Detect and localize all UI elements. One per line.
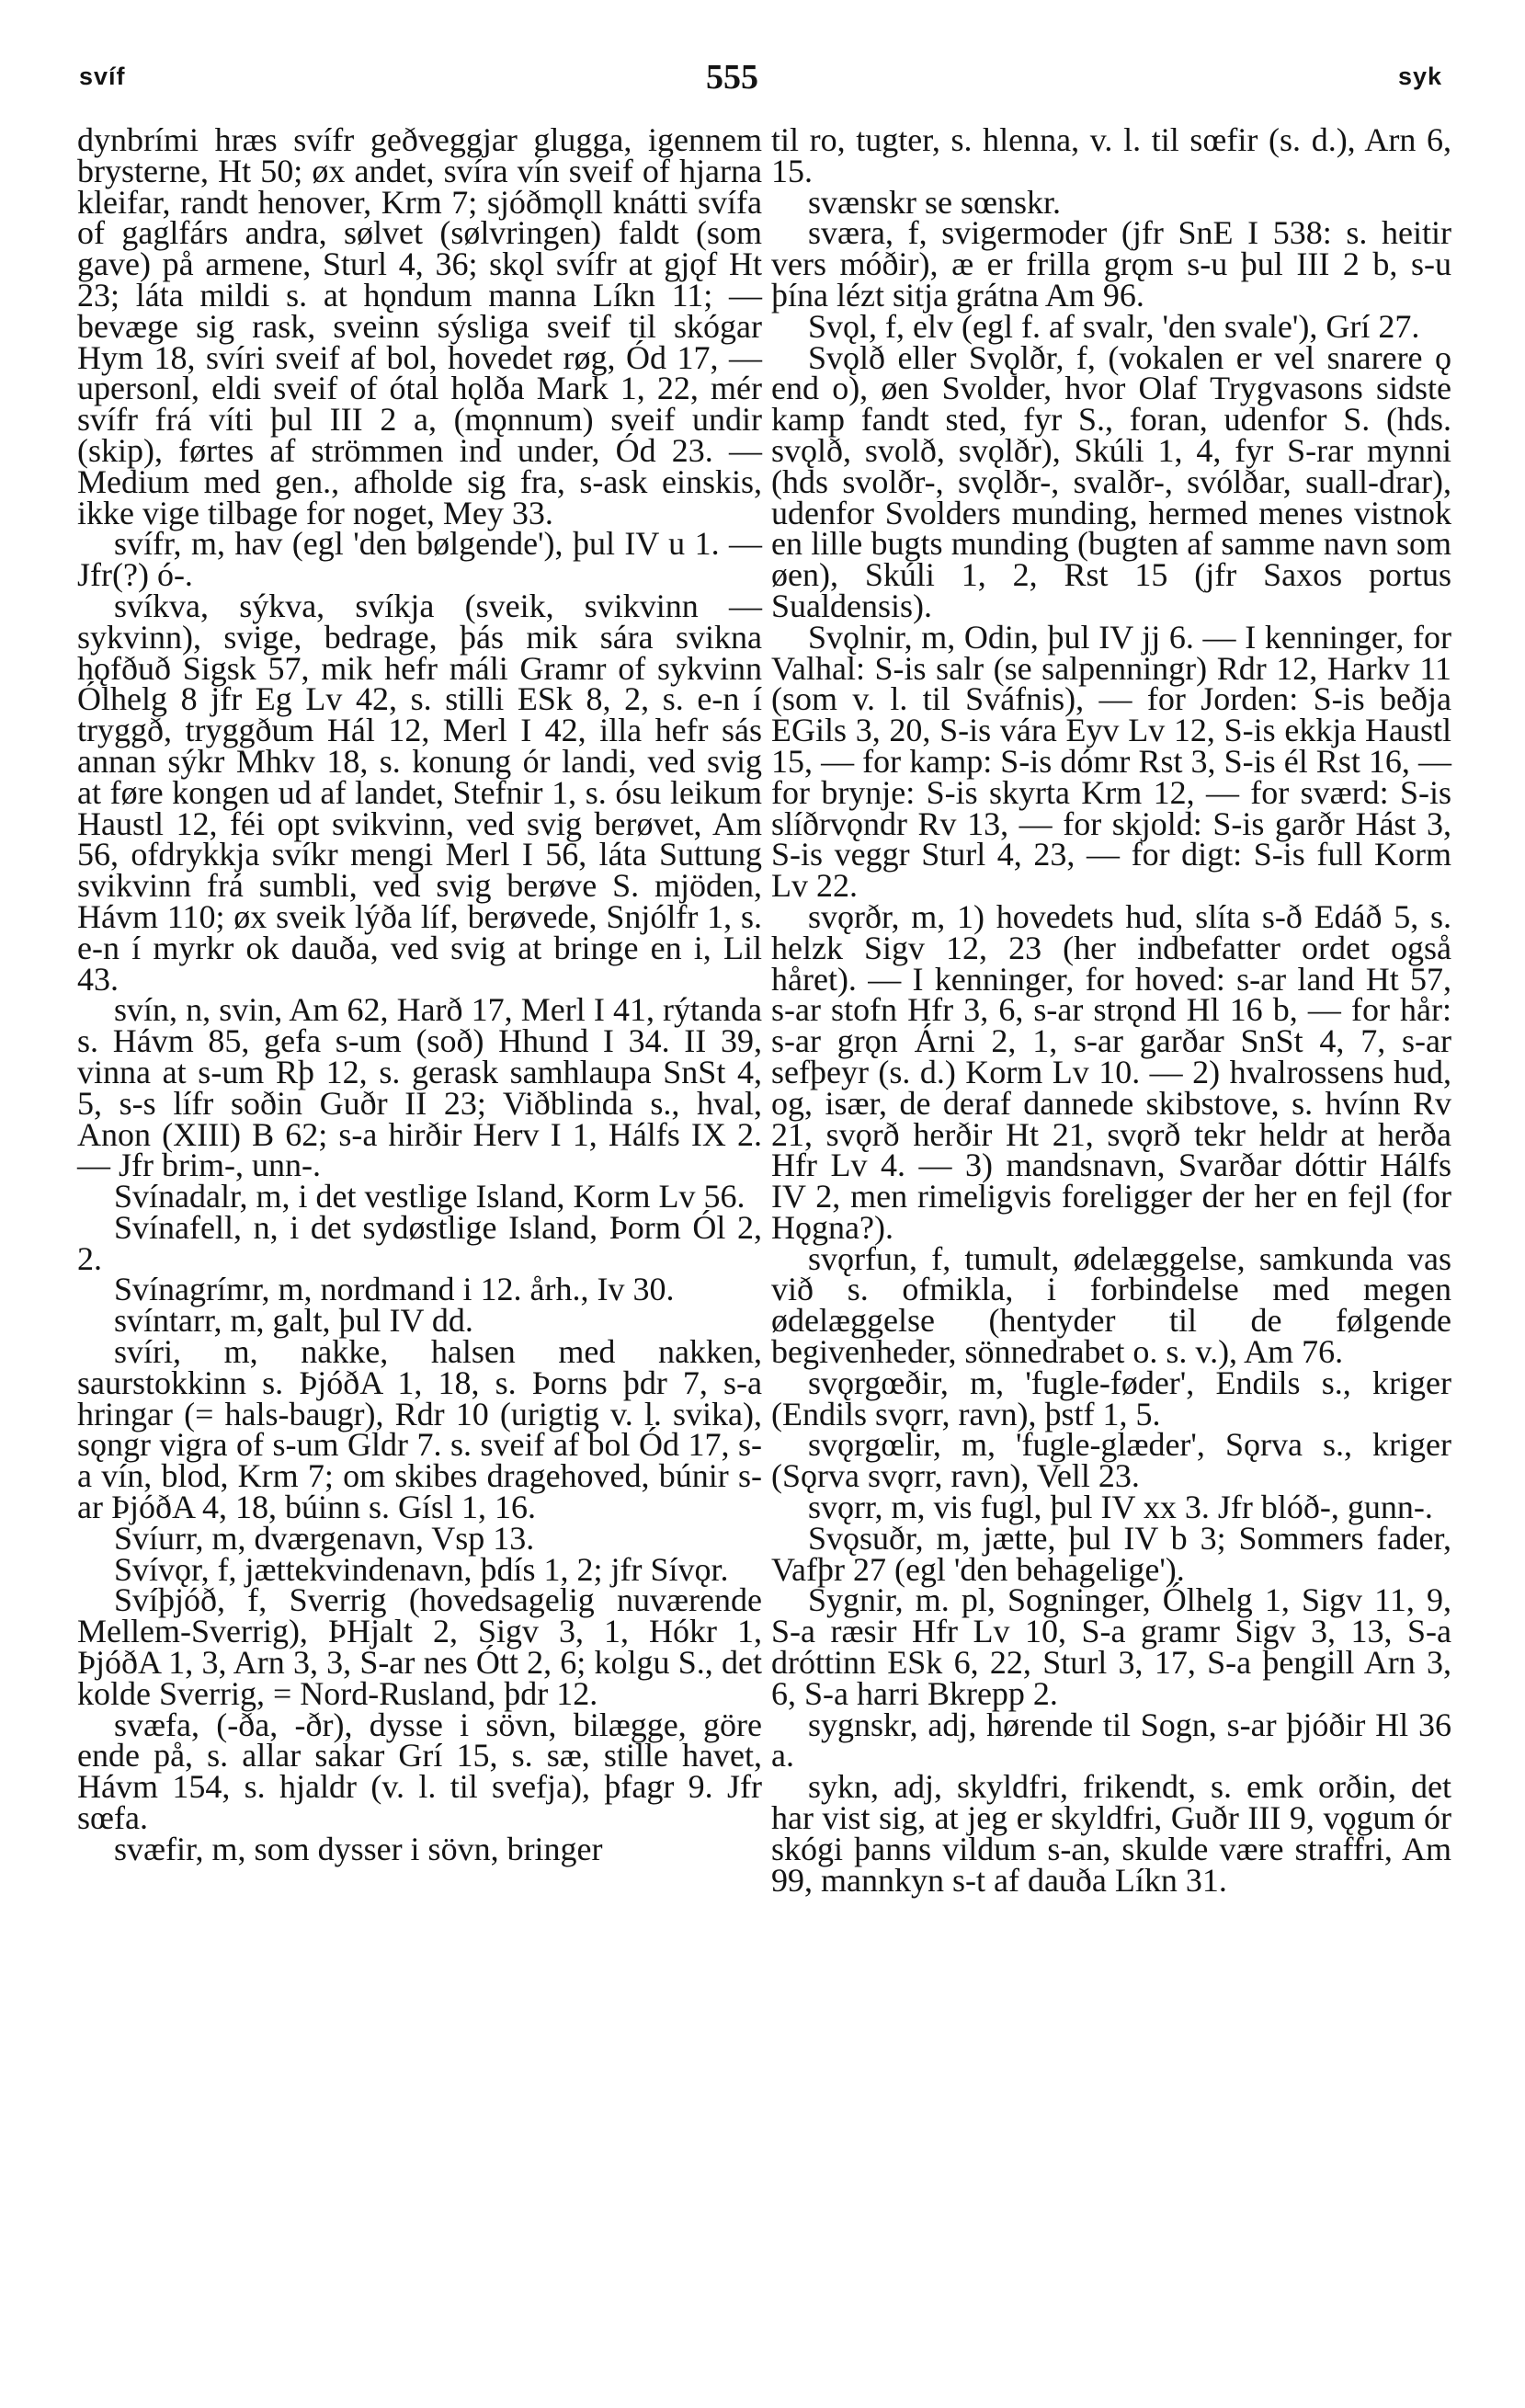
- dictionary-entry: Svíurr, m, dværgenavn, Vsp 13.: [114, 1519, 535, 1557]
- dictionary-entry: svæfa, (-ða, -ðr), dysse i sövn, bilægge, göre ende på, s. allar sakar Grí 15, s. sæ, stille havet, Hávm 154, s. hjaldr (v. l. til svefja), þfagr 9. Jfr sœfa.: [77, 1706, 762, 1837]
- dictionary-entry: dynbrími hræs svífr geðveggjar glugga, igennem brysterne, Ht 50; øx andet, svíra vín sveif of hjarna kleifar, randt henover, Krm 7; sjóðmǫll knátti svífa of gaglfárs andra, sølvet (sølvringen) faldt (som gave) på armene, Sturl 4, 36; skǫl svífr at gjǫf Ht 23; láta mildi s. at hǫndum manna Líkn 11; — bevæge sig rask, sveinn sýsliga sveif til skógar Hym 18, svíri sveif af bol, hovedet røg, Ód 17, — upersonl, eldi sveif of ótal hǫlða Mark 1, 22, mér svífr frá víti þul III 2 a, (mǫnnum) sveif undir (skip), førtes af strömmen ind under, Ód 23. — Medium med gen., afholde sig fra, s-ask einskis, ikke vige tilbage for noget, Mey 33.: [77, 121, 762, 531]
- dictionary-entry: svænskr se sœnskr.: [808, 183, 1062, 221]
- dictionary-entry: svíri, m, nakke, halsen med nakken, saurstokkinn s. ÞjóðA 1, 18, s. Þorns þdr 7, s-a hringar (= hals-baugr), Rdr 10 (urigtig v. l. svika), sǫngr vigra of s-um Gldr 7. s. sveif af bol Ód 17, s-a vín, blod, Krm 7; om skibes dragehoved, búnir s-ar ÞjóðA 4, 18, búinn s. Gísl 1, 16.: [77, 1333, 762, 1526]
- dictionary-entry: svǫrgœlir, m, 'fugle-glæder', Sǫrva s., kriger (Sǫrva svǫrr, ravn), Vell 23.: [771, 1426, 1451, 1495]
- left-column: [77, 121, 762, 1867]
- dictionary-entry: Svǫl, f, elv (egl f. af svalr, 'den svale'), Grí 27.: [808, 307, 1420, 345]
- running-head-first-word: svíf: [79, 63, 126, 90]
- dictionary-entry: Svívǫr, f, jættekvindenavn, þdís 1, 2; jfr Sívǫr.: [114, 1550, 729, 1588]
- dictionary-entry: Svínafell, n, i det sydøstlige Island, Þorm Ól 2, 2.: [77, 1208, 762, 1277]
- dictionary-entry: svǫrgœðir, m, 'fugle-føder', Endils s., kriger (Endils svǫrr, ravn), þstf 1, 5.: [771, 1364, 1451, 1432]
- dictionary-entry: svæfir, m, som dysser i sövn, bringer: [114, 1830, 603, 1867]
- dictionary-entry: Svínadalr, m, i det vestlige Island, Korm Lv 56.: [114, 1178, 745, 1215]
- dictionary-entry: svíkva, sýkva, svíkja (sveik, svikvinn — sykvinn), svige, bedrage, þás mik sára svikna hǫfðuð Sigsk 57, mik hefr máli Gramr of sykvinn Ólhelg 8 jfr Eg Lv 42, s. stilli ESk 8, 2, s. e-n í tryggð, tryggðum Hál 12, Merl I 42, illa hefr sás annan sýkr Mhkv 18, s. konung ór landi, ved svig at føre kongen ud af landet, Stefnir 1, s. ósu leikum Haustl 12, féi opt svikvinn, ved svig berøvet, Am 56, ofdrykkja svíkr mengi Merl I 56, láta Suttung svikvinn frá sumbli, ved svig berøve S. mjöden, Hávm 110; øx sveik lýða líf, berøvede, Snjólfr 1, s. e-n í myrkr ok dauða, ved svig at bringe en i, Lil 43.: [77, 587, 762, 998]
- dictionary-entry: svǫrfun, f, tumult, ødelæggelse, samkunda vas við s. ofmikla, i forbindelse med megen ødelæggelse (hentyder til de følgende begivenheder, sönnedrabet o. s. v.), Am 76.: [771, 1239, 1451, 1371]
- dictionary-entry: sygnskr, adj, hørende til Sogn, s-ar þjóðir Hl 36 a.: [771, 1706, 1451, 1775]
- dictionary-entry: Svínagrímr, m, nordmand i 12. årh., Iv 30.: [114, 1271, 675, 1308]
- dictionary-entry: svín, n, svin, Am 62, Harð 17, Merl I 41, rýtanda s. Hávm 85, gefa s-um (soð) Hhund I 34. II 39, vinna at s-um Rþ 12, s. gerask samhlaupa SnSt 4, 5, s-s lífr soðin Guðr II 23; Viðblinda s., hval, Anon (XIII) B 62; s-a hirðir Herv I 1, Hálfs IX 2. — Jfr brim-, unn-.: [77, 991, 762, 1184]
- dictionary-entry: sykn, adj, skyldfri, frikendt, s. emk orðin, det har vist sig, at jeg er skyldfri, Guðr III 9, vǫgum ór skógi þanns vildum s-an, skulde være straffri, Am 99, mannkyn s-t af dauða Líkn 31.: [771, 1768, 1451, 1899]
- dictionary-entry: svǫrr, m, vis fugl, þul IV xx 3. Jfr blóð-, gunn-.: [808, 1489, 1433, 1526]
- dictionary-entry: Svǫlð eller Svǫlðr, f, (vokalen er vel snarere ǫ end o), øen Svolder, hvor Olaf Trygvasons sidste kamp fandt sted, fyr S., foran, udenfor S. (hds. svǫlð, svolð, svǫlðr), Skúli 1, 4, fyr S-rar mynni (hds svolðr-, svǫlðr-, svalðr-, svólðar, suall-drar), udenfor Svolders munding, hermed menes vistnok en lille bugts munding (bugten af samme navn som øen), Skúli 1, 2, Rst 15 (jfr Saxos portus Sualdensis).: [771, 338, 1451, 624]
- dictionary-entry: sværa, f, svigermoder (jfr SnE I 538: s. heitir vers móðir), æ er frilla grǫm s-u þul III 2 b, s-u þína lézt sitja grátna Am 96.: [771, 214, 1451, 314]
- running-head-last-word: syk: [1397, 63, 1442, 90]
- dictionary-entry: til ro, tugter, s. hlenna, v. l. til sœfir (s. d.), Arn 6, 15.: [771, 121, 1451, 189]
- dictionary-entry: svǫrðr, m, 1) hovedets hud, slíta s-ð Edáð 5, s. helzk Sigv 12, 23 (her indbefatter ordet også håret). — I kenninger, for hoved: s-ar land Ht 57, s-ar stofn Hfr 3, 6, s-ar strǫnd Hl 16 b, — for hår: s-ar grǫn Árni 2, 1, s-ar garðar SnSt 4, 7, s-ar sefþeyr (s. d.) Korm Lv 10. — 2) hvalrossens hud, og, især, de deraf dannede skibstove, s. hvínn Rv 21, svǫrð herðir Ht 21, svǫrð tekr heldr at herða Hfr Lv 4. — 3) mandsnavn, Svarðar dóttir Hálfs IV 2, men rimeligvis foreligger der her en fejl (for Hǫgna?).: [771, 897, 1451, 1246]
- page-number: 555: [706, 58, 758, 97]
- dictionary-entry: Svǫsuðr, m, jætte, þul IV b 3; Sommers fader, Vafþr 27 (egl 'den behagelige').: [771, 1519, 1451, 1588]
- dictionary-entry: Sygnir, m. pl, Sogninger, Ólhelg 1, Sigv 11, 9, S-a ræsir Hfr Lv 10, S-a gramr Sigv 3, 13, S-a dróttinn ESk 6, 22, Sturl 3, 17, S-a þengill Arn 3, 6, S-a harri Bkrepp 2.: [771, 1581, 1451, 1712]
- right-column: [771, 121, 1451, 1899]
- dictionary-entry: Svíþjóð, f, Sverrig (hovedsagelig nuværende Mellem-Sverrig), ÞHjalt 2, Sigv 3, 1, Hókr 1, ÞjóðA 1, 3, Arn 3, 3, S-ar nes Ótt 2, 6; kolgu S., det kolde Sverrig, = Nord-Rusland, þdr 12.: [77, 1581, 762, 1712]
- dictionary-entry: svíntarr, m, galt, þul IV dd.: [114, 1302, 473, 1340]
- dictionary-entry: svífr, m, hav (egl 'den bølgende'), þul IV u 1. — Jfr(?) ó-.: [77, 525, 762, 594]
- dictionary-entry: Svǫlnir, m, Odin, þul IV jj 6. — I kenninger, for Valhal: S-is salr (se salpenningr) Rdr 12, Harkv 11 (som v. l. til Sváfnis), — for Jorden: S-is beðja EGils 3, 20, S-is vára Eyv Lv 12, S-is ekkja Haustl 15, — for kamp: S-is dómr Rst 3, S-is él Rst 16, — for brynje: S-is skyrta Krm 12, — for sværd: S-is slíðrvǫndr Rv 13, — for skjold: S-is garðr Hást 3, S-is veggr Sturl 4, 23, — for digt: S-is full Korm Lv 22.: [771, 618, 1451, 905]
